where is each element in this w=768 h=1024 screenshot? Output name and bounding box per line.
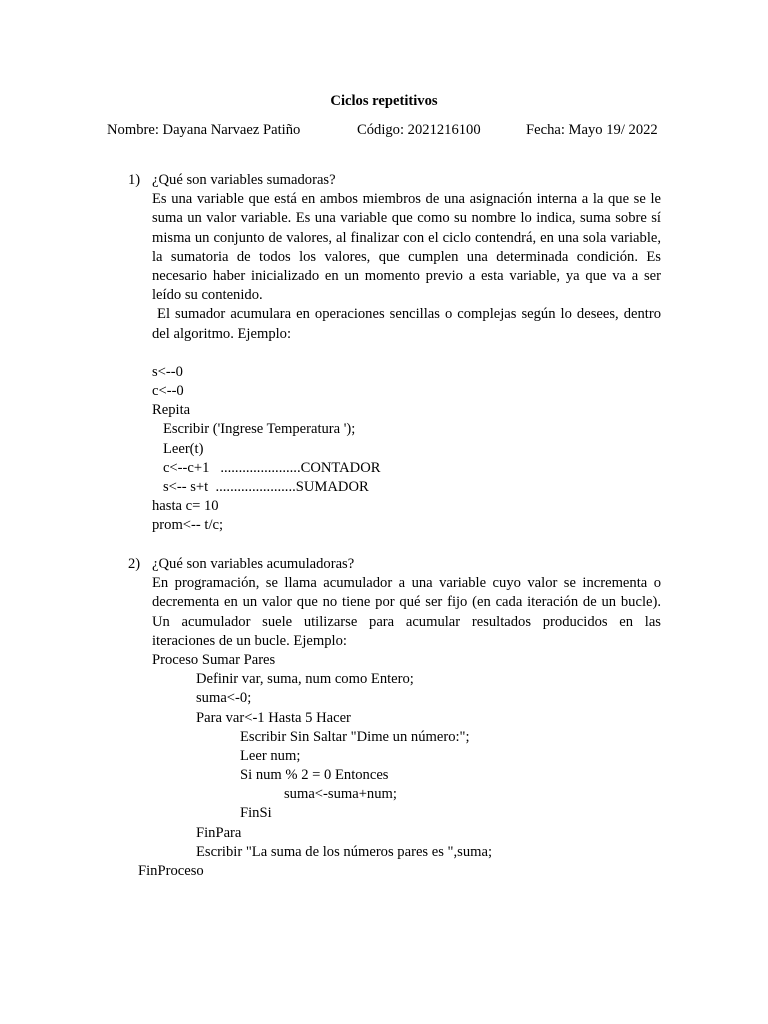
code-line: prom<-- t/c;: [152, 517, 224, 534]
code-line: Leer(t): [152, 440, 204, 457]
paragraph-line: del algoritmo. Ejemplo:: [152, 325, 292, 342]
question-2-title: ¿Qué son variables acumuladoras?: [152, 556, 355, 572]
question-2-number: 2): [128, 556, 141, 572]
paragraph-line: leído su contenido.: [152, 287, 263, 304]
paragraph-line: la sumatoria de todos los valores, que cumplen una determinada condición. Es: [152, 248, 661, 265]
paragraph-line: iteraciones de un bucle. Ejemplo:: [152, 632, 347, 649]
student-name: Nombre: Dayana Narvaez Patiño: [107, 122, 301, 138]
paragraph-line: Un acumulador suele utilizarse para acumular resultados producidos en las: [152, 613, 661, 630]
code-line: Leer num;: [240, 747, 301, 764]
paragraph-line: El sumador acumulara en operaciones sencillas o complejas según lo desees, dentro: [152, 306, 661, 323]
code-line: Para var<-1 Hasta 5 Hacer: [196, 709, 351, 726]
code-line: hasta c= 10: [152, 498, 219, 515]
question-1-section: [152, 171, 661, 536]
paragraph-line: suma un valor variable. Es una variable que como su nombre lo indica, suma sobre sí: [152, 210, 661, 227]
code-line: suma<-suma+num;: [284, 786, 397, 803]
blank-line: [152, 344, 661, 363]
code-line: c<--c+1 ......................CONTADOR: [152, 459, 381, 476]
code-line: suma<-0;: [196, 690, 252, 707]
code-line: FinPara: [196, 824, 242, 841]
code-line: s<--0: [152, 363, 183, 380]
question-1-title: ¿Qué son variables sumadoras?: [152, 172, 336, 188]
code-line: Escribir ('Ingrese Temperatura ');: [152, 421, 356, 438]
paragraph-line: misma un conjunto de valores, al finalizar con el ciclo contendrá, en una sola variable,: [152, 229, 661, 246]
code-line: Si num % 2 = 0 Entonces: [240, 767, 389, 784]
student-code: Código: 2021216100: [357, 122, 481, 138]
question-2-section: [152, 555, 661, 862]
code-line: FinSi: [240, 805, 272, 822]
paragraph-line: necesario haber inicializado en un momento previo a esta variable, ya que va a ser: [152, 267, 661, 284]
document-title: Ciclos repetitivos: [330, 93, 438, 109]
code-line: Escribir "La suma de los números pares es ",suma;: [196, 843, 493, 860]
code-line: Proceso Sumar Pares: [152, 651, 276, 668]
paragraph-line: decrementa en un valor que no tiene por qué ser fijo (en cada iteración de un bucle).: [152, 594, 661, 611]
code-line: Definir var, suma, num como Entero;: [196, 671, 414, 688]
question-1-number: 1): [128, 172, 141, 188]
paragraph-line: Es una variable que está en ambos miembros de una asignación interna a la que se le: [152, 191, 661, 208]
code-line: s<-- s+t ......................SUMADOR: [152, 479, 369, 495]
code-line: Repita: [152, 402, 191, 419]
code-line: FinProceso: [138, 863, 204, 879]
code-line: c<--0: [152, 383, 184, 400]
paragraph-line: En programación, se llama acumulador a una variable cuyo valor se incrementa o: [152, 575, 661, 592]
code-line: Escribir Sin Saltar "Dime un número:";: [240, 728, 470, 745]
document-date: Fecha: Mayo 19/ 2022: [526, 122, 658, 138]
